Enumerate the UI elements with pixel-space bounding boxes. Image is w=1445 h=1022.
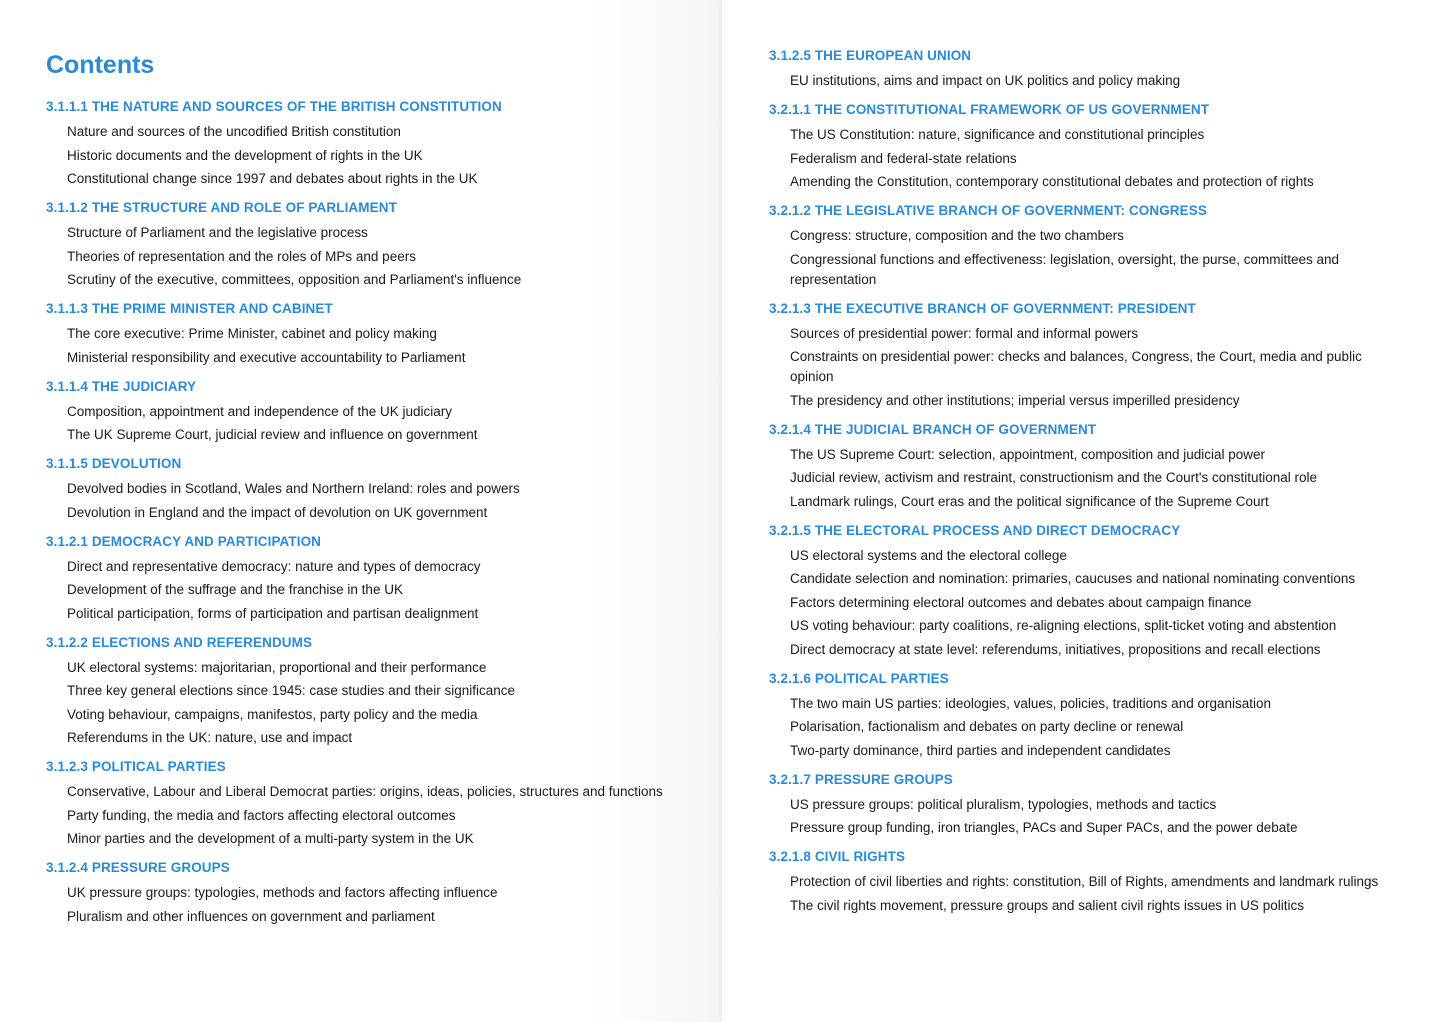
section-heading[interactable]: 3.2.1.3 THE EXECUTIVE BRANCH OF GOVERNMENT: PRESIDENT (769, 300, 1196, 316)
toc-entry[interactable]: Sources of presidential power: formal and informal powers (790, 325, 1139, 341)
toc-entry[interactable]: Minor parties and the development of a multi-party system in the UK (67, 831, 474, 846)
left-toc-sections (46, 98, 722, 927)
toc-entry[interactable]: Judicial review, activism and restraint, constructionism and the Court's constitutional role (790, 470, 1318, 485)
toc-entry[interactable]: US voting behaviour: party coalitions, re-aligning elections, split-ticket voting and abstention (790, 618, 1337, 633)
toc-entry[interactable]: Direct and representative democracy: nature and types of democracy (67, 558, 481, 574)
toc-section (46, 455, 722, 523)
right-toc-sections (769, 47, 1445, 916)
toc-entry[interactable]: Three key general elections since 1945: case studies and their significance (67, 683, 516, 698)
toc-entry[interactable]: EU institutions, aims and impact on UK politics and policy making (790, 73, 1181, 88)
toc-entry[interactable]: Pressure group funding, iron triangles, PACs and Super PACs, and the power debate (790, 820, 1298, 835)
toc-entry[interactable]: Congress: structure, composition and the two chambers (790, 228, 1124, 243)
toc-section (769, 670, 1445, 761)
toc-section (46, 859, 722, 927)
toc-entry[interactable]: Devolution in England and the impact of devolution on UK government (67, 504, 488, 520)
toc-section (769, 47, 1445, 91)
toc-entry[interactable]: Nature and sources of the uncodified British constitution (67, 124, 401, 139)
section-heading[interactable]: 3.1.1.2 THE STRUCTURE AND ROLE OF PARLIAMENT (46, 200, 397, 215)
toc-section (769, 848, 1445, 916)
toc-entry[interactable]: The US Constitution: nature, significance and constitutional principles (790, 127, 1205, 142)
toc-entry[interactable]: The two main US parties: ideologies, values, policies, traditions and organisation (790, 695, 1272, 711)
toc-section (46, 634, 722, 749)
toc-entry[interactable]: Theories of representation and the roles of MPs and peers (67, 248, 416, 264)
toc-section (769, 300, 1445, 411)
section-heading[interactable]: 3.1.2.4 PRESSURE GROUPS (46, 860, 230, 875)
toc-entry[interactable]: Structure of Parliament and the legislative process (67, 225, 368, 240)
toc-entry[interactable]: Pluralism and other influences on government and parliament (67, 908, 435, 924)
toc-entry[interactable]: Direct democracy at state level: referendums, initiatives, propositions and recall elections (790, 641, 1321, 657)
toc-section (46, 378, 722, 446)
toc-entry[interactable]: UK electoral systems: majoritarian, proportional and their performance (67, 659, 487, 675)
toc-section (46, 98, 722, 189)
toc-section (46, 533, 722, 624)
toc-entry[interactable]: Congressional functions and effectiveness: legislation, oversight, the purse, committees and representation (790, 251, 1340, 287)
toc-entry[interactable]: Referendums in the UK: nature, use and impact (67, 730, 353, 745)
toc-entry[interactable]: Conservative, Labour and Liberal Democrat parties: origins, ideas, policies, structures and functions (67, 784, 663, 799)
toc-entry[interactable]: Candidate selection and nomination: primaries, caucuses and national nominating conventions (790, 571, 1356, 586)
toc-entry[interactable]: The core executive: Prime Minister, cabinet and policy making (67, 326, 437, 341)
section-heading[interactable]: 3.2.1.4 THE JUDICIAL BRANCH OF GOVERNMENT (769, 421, 1097, 437)
section-heading[interactable]: 3.1.2.2 ELECTIONS AND REFERENDUMS (46, 634, 313, 650)
toc-entry[interactable]: Scrutiny of the executive, committees, opposition and Parliament's influence (67, 272, 522, 287)
section-heading[interactable]: 3.1.2.3 POLITICAL PARTIES (46, 759, 226, 774)
toc-section (769, 522, 1445, 660)
section-heading[interactable]: 3.1.1.1 THE NATURE AND SOURCES OF THE BRITISH CONSTITUTION (46, 99, 502, 114)
section-heading[interactable]: 3.2.1.7 PRESSURE GROUPS (769, 771, 953, 787)
toc-entry[interactable]: UK pressure groups: typologies, methods and factors affecting influence (67, 885, 498, 900)
toc-entry[interactable]: Party funding, the media and factors affecting electoral outcomes (67, 807, 456, 823)
right-page (722, 0, 1445, 1022)
toc-entry[interactable]: The presidency and other institutions; imperial versus imperilled presidency (790, 392, 1240, 408)
toc-entry[interactable]: Constitutional change since 1997 and debates about rights in the UK (67, 171, 478, 186)
toc-entry[interactable]: Devolved bodies in Scotland, Wales and Northern Ireland: roles and powers (67, 481, 520, 496)
toc-entry[interactable]: Composition, appointment and independence of the UK judiciary (67, 403, 452, 419)
toc-entry[interactable]: US electoral systems and the electoral college (790, 547, 1067, 563)
toc-entry[interactable]: Voting behaviour, campaigns, manifestos, party policy and the media (67, 706, 478, 722)
toc-section (46, 199, 722, 290)
toc-entry[interactable]: US pressure groups: political pluralism, typologies, methods and tactics (790, 796, 1217, 812)
toc-entry[interactable]: Political participation, forms of participation and partisan dealignment (67, 605, 479, 621)
section-heading[interactable]: 3.1.2.5 THE EUROPEAN UNION (769, 48, 972, 63)
toc-entry[interactable]: Factors determining electoral outcomes and debates about campaign finance (790, 594, 1252, 610)
toc-entry[interactable]: Federalism and federal-state relations (790, 150, 1017, 166)
contents-title: Contents (46, 51, 155, 79)
section-heading[interactable]: 3.1.2.1 DEMOCRACY AND PARTICIPATION (46, 533, 322, 549)
section-heading[interactable]: 3.2.1.6 POLITICAL PARTIES (769, 670, 949, 686)
section-heading[interactable]: 3.2.1.2 THE LEGISLATIVE BRANCH OF GOVERNMENT: CONGRESS (769, 203, 1207, 218)
section-heading[interactable]: 3.2.1.5 THE ELECTORAL PROCESS AND DIRECT DEMOCRACY (769, 522, 1181, 538)
toc-section (46, 758, 722, 849)
toc-entry[interactable]: Constraints on presidential power: checks and balances, Congress, the Court, media and public opinion (790, 349, 1362, 384)
toc-entry[interactable]: Amending the Constitution, contemporary constitutional debates and protection of rights (790, 174, 1314, 189)
toc-entry[interactable]: Protection of civil liberties and rights: constitution, Bill of Rights, amendments and landmark rulings (790, 874, 1379, 889)
toc-entry[interactable]: The US Supreme Court: selection, appointment, composition and judicial power (790, 446, 1265, 462)
section-heading[interactable]: 3.1.1.5 DEVOLUTION (46, 456, 182, 471)
toc-section (46, 300, 722, 368)
section-heading[interactable]: 3.1.1.3 THE PRIME MINISTER AND CABINET (46, 301, 333, 316)
toc-section (769, 101, 1445, 192)
section-heading[interactable]: 3.2.1.8 CIVIL RIGHTS (769, 849, 906, 864)
toc-entry[interactable]: Ministerial responsibility and executive accountability to Parliament (67, 349, 466, 365)
toc-entry[interactable]: Development of the suffrage and the franchise in the UK (67, 582, 403, 597)
toc-entry[interactable]: The civil rights movement, pressure groups and salient civil rights issues in US politics (790, 897, 1304, 913)
toc-entry[interactable]: Historic documents and the development of rights in the UK (67, 147, 423, 163)
toc-section (769, 202, 1445, 290)
section-heading[interactable]: 3.2.1.1 THE CONSTITUTIONAL FRAMEWORK OF US GOVERNMENT (769, 102, 1210, 117)
section-heading[interactable]: 3.1.1.4 THE JUDICIARY (46, 378, 197, 394)
left-page (0, 0, 722, 1022)
toc-entry[interactable]: Two-party dominance, third parties and independent candidates (790, 742, 1171, 758)
toc-entry[interactable]: Polarisation, factionalism and debates on party decline or renewal (790, 719, 1184, 734)
toc-entry[interactable]: Landmark rulings, Court eras and the political significance of the Supreme Court (790, 493, 1269, 509)
toc-section (769, 421, 1445, 512)
toc-section (769, 771, 1445, 839)
toc-entry[interactable]: The UK Supreme Court, judicial review and influence on government (67, 427, 478, 442)
